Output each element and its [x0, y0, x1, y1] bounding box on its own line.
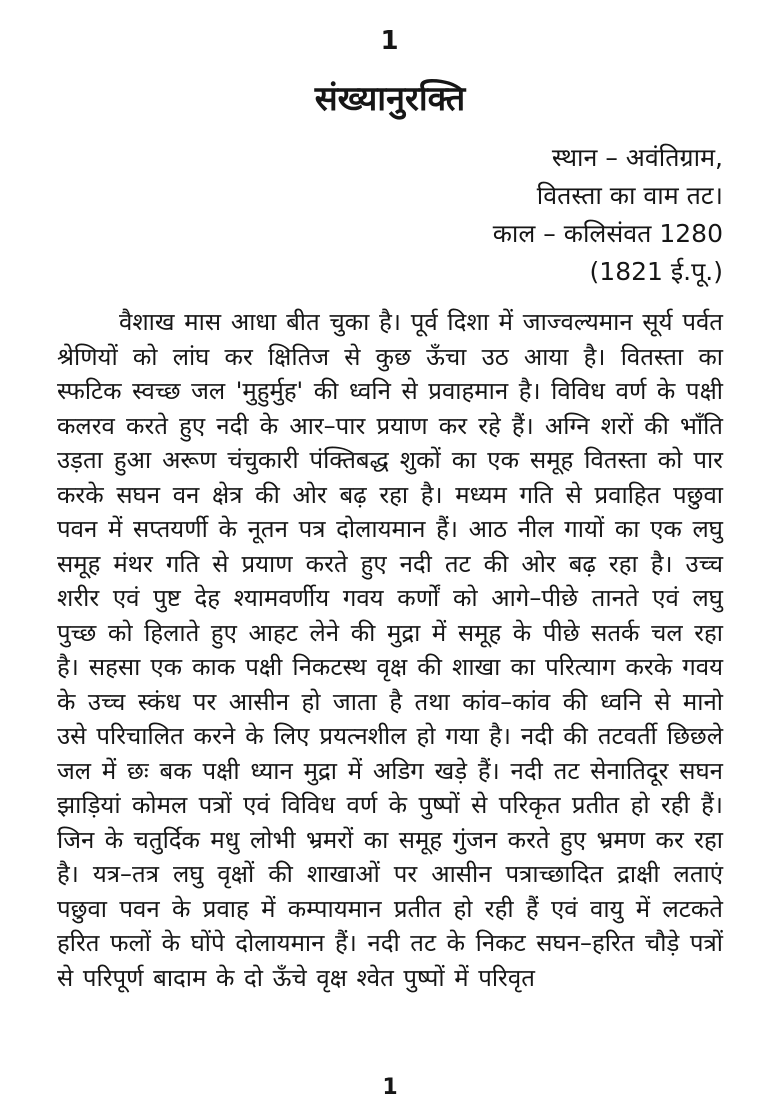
dateline-location: स्थान – अवंतिग्राम, — [551, 143, 723, 173]
dateline-year: (1821 ई.पू.) — [589, 257, 723, 287]
body-paragraph: वैशाख मास आधा बीत चुका है। पूर्व दिशा में जाज्वल्यमान सूर्य पर्वत श्रेणियों को लांघ कर क्षितिज से कुछ ऊँचा उठ आया है। वितस्ता का स्फटिक स्वच्छ जल 'मुहुर्मुह' की ध्वनि से प्रवाहमान है। विविध वर्ण के पक्षी कलरव करते हुए नदी के आर–पार प्रयाण कर रहे हैं। अग्नि शरों की भाँति उड़ता हुआ अरूण चंचुकारी पंक्तिबद्ध शुकों का एक समूह वितस्ता को पार करके सघन वन क्षेत्र की ओर बढ़ रहा है। मध्यम गति से प्रवाहित पछुवा पवन में सप्तयर्णी के नूतन पत्र दोलायमान हैं। आठ नील गायों का एक लघु समूह मंथर गति से प्रयाण करते हुए नदी तट की ओर बढ़ रहा है। उच्च शरीर एवं पुष्ट देह श्यामवर्णीय गवय कर्णों को आगे–पीछे तानते एवं लघु पुच्छ को हिलाते हुए आहट लेने की मुद्रा में समूह के पीछे सतर्क चल रहा है। सहसा एक काक पक्षी निकटस्थ वृक्ष की शाखा का परित्याग करके गवय के उच्च स्कंध पर आसीन हो जाता है तथा कांव–कांव की ध्वनि से मानो उसे परिचालित करने के लिए प्रयत्नशील हो गया है। नदी की तटवर्ती छिछले जल में छः बक पक्षी ध्यान मुद्रा में अडिग खड़े हैं। नदी तट सेनातिदूर सघन झाड़ियां कोमल पत्रों एवं विविध वर्ण के पुष्पों से परिकृत प्रतीत हो रही हैं। जिन के चतुर्दिक मधु लोभी भ्रमरों का समूह गुंजन करते हुए भ्रमण कर रहा है। यत्र–तत्र लघु वृक्षों की शाखाओं पर आसीन पत्राच्छादित द्राक्षी लताएं पछुवा पवन के प्रवाह में कम्पायमान प्रतीत हो रही हैं एवं वायु में लटकते हरित फलों के घोंपे दोलायमान हैं। नदी तट के निकट सघन–हरित चौड़े पत्रों से परिपूर्ण बादाम के दो ऊँचे वृक्ष श्वेत पुष्पों में परिवृत — [57, 308, 723, 992]
dateline-block — [57, 139, 723, 291]
footer-page-number: 1 — [382, 1075, 398, 1100]
dateline-era: काल – कलिसंवत 1280 — [492, 219, 723, 249]
dateline-location-detail: वितस्ता का वाम तट। — [536, 181, 723, 211]
chapter-number: 1 — [380, 26, 400, 56]
chapter-title: संख्यानुरक्ति — [314, 79, 466, 119]
